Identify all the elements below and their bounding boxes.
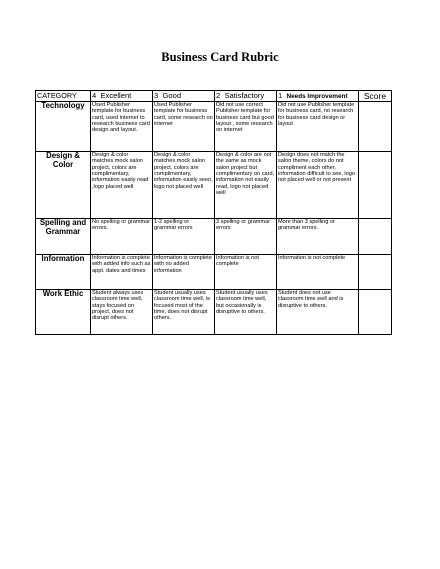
row-category: Work Ethic [36, 290, 91, 335]
header-excellent [91, 91, 153, 102]
cell-satisfactory: 3 spelling or grammar errors [215, 219, 277, 255]
header-good [153, 91, 215, 102]
table-row [36, 102, 392, 152]
row-category: Design & Color [36, 152, 91, 219]
cell-satisfactory: Information is not complete [215, 255, 277, 290]
row-category: Technology [36, 102, 91, 152]
header-good-label: Good [162, 91, 182, 100]
cell-needs-improvement: Information is not complete [277, 255, 359, 290]
table-row [36, 290, 392, 335]
header-satisfactory-number: 2 [216, 91, 221, 100]
cell-good: Information is complete with no added information [153, 255, 215, 290]
cell-needs-improvement: More than 3 spelling or grammar errors. [277, 219, 359, 255]
cell-excellent: No spelling or grammar errors. [91, 219, 153, 255]
cell-score[interactable] [359, 255, 392, 290]
table-row [36, 219, 392, 255]
header-good-number: 3 [154, 91, 159, 100]
header-score: Score [359, 91, 392, 102]
cell-needs-improvement: Design does not match the salon theme, colors do not compliment each other, information difficult to see, logo not placed well or not present [277, 152, 359, 219]
header-needs-number: 1 [278, 91, 283, 100]
cell-good: Used Publisher template for business card, some research on internet [153, 102, 215, 152]
cell-satisfactory: Design & color are not the same as mock salon project but complimentary on card, information not easily read, logo not placed well [215, 152, 277, 219]
cell-excellent: Design & color matches mock salon project, colors are complimentary, information easily read ,logo placed well [91, 152, 153, 219]
page-title: Business Card Rubric [161, 50, 279, 64]
table-row [36, 255, 392, 290]
cell-good: Student usually uses classroom time well, is focused most of the time, does not disrupt others. [153, 290, 215, 335]
cell-score[interactable] [359, 219, 392, 255]
header-satisfactory-label: Satisfactory [224, 91, 265, 100]
header-excellent-label: Excellent [100, 91, 132, 100]
cell-good: Design & color matches mock salon project, colors are complimentary, information easily seen, logo not placed well [153, 152, 215, 219]
cell-needs-improvement: Did not use Publisher template for business card, no research for business card design or layout [277, 102, 359, 152]
header-needs-label: Needs Improvement [286, 93, 348, 100]
rubric-table [35, 90, 392, 335]
row-category: Spelling and Grammar [36, 219, 91, 255]
cell-excellent: Used Publisher template for business card, used internet to research business card design and layout. [91, 102, 153, 152]
header-excellent-number: 4 [92, 91, 97, 100]
header-needs-improvement [277, 91, 359, 102]
header-category: CATEGORY [36, 91, 91, 102]
cell-score[interactable] [359, 290, 392, 335]
cell-excellent: Student always uses classroom time well, stays focused on project, does not disrupt others. [91, 290, 153, 335]
header-row [36, 91, 392, 102]
cell-excellent: Information is complete with added info such as appt. dates and times [91, 255, 153, 290]
cell-score[interactable] [359, 102, 392, 152]
cell-satisfactory: Student usually uses classroom time well, but occasionally is disruptive to others. [215, 290, 277, 335]
table-row [36, 152, 392, 219]
cell-satisfactory: Did not use correct Publisher template for business card but good layout , some research on internet [215, 102, 277, 152]
header-satisfactory [215, 91, 277, 102]
cell-needs-improvement: Student does not use classroom time well and is disruptive to others. [277, 290, 359, 335]
row-category: Information [36, 255, 91, 290]
cell-score[interactable] [359, 152, 392, 219]
cell-good: 1-2 spelling or grammar errors [153, 219, 215, 255]
